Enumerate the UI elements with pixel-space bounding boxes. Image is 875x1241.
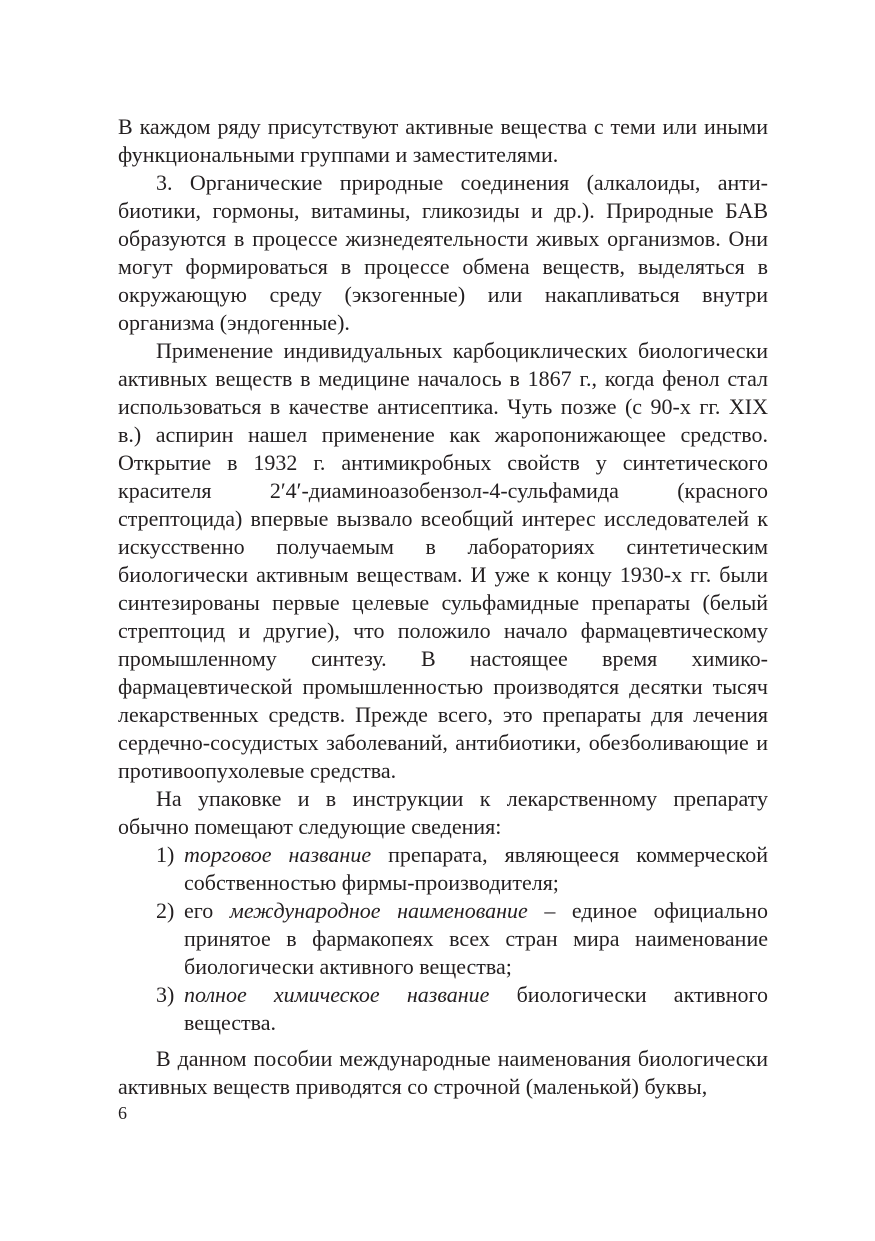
paragraph-2: 3. Органические природные соединения (алкалоиды, анти-биотики, гормоны, витамины, гликозиды и др.). Природные БАВ образуются в процессе жизнедеятельности живых организмов. Они могут формироваться в процессе обмена веществ, выделяться в окружающую среду (экзогенные) или накапливаться внутри организма (эндогенные). <box>118 170 768 335</box>
paragraph-5: В данном пособии международные наименования биологически активных веществ приводятся со строчной (маленькой) буквы, <box>118 1046 768 1099</box>
info-list <box>118 841 768 1037</box>
list-item-number: 2) <box>156 898 175 923</box>
list-item-prefix: его <box>184 898 230 923</box>
list-item-term: полное химическое название <box>184 982 490 1007</box>
list-item-text: биологически активного вещества. <box>184 982 768 1035</box>
list-item-number: 1) <box>156 842 175 867</box>
page-body <box>118 113 768 1101</box>
list-item-text: препарата, являющееся коммерческой собственностью фирмы-производителя; <box>184 842 768 895</box>
list-item <box>118 897 768 981</box>
list-item <box>118 981 768 1037</box>
paragraph-3: Применение индивидуальных карбоциклических биологически активных веществ в медицине началось в 1867 г., когда фенол стал использоваться в качестве антисептика. Чуть позже (с 90-х гг. XIX в.) аспирин нашел применение как жаропонижающее средство. Открытие в 1932 г. антимикробных свойств у синтетического красителя 2′4′-диаминоазобензол-4-сульфамида (красного стрептоцида) впервые вызвало всеобщий интерес исследователей к искусственно получаемым в лабораториях синтетическим биологически активным веществам. И уже к концу 1930-х гг. были синтезированы первые целевые сульфамидные препараты (белый стрептоцид и другие), что положило начало фармацевтическому промышленному синтезу. В настоящее время химико-фармацевтической промышленностью производятся десятки тысяч лекарственных средств. Прежде всего, это препараты для лечения сердечно-сосудистых заболеваний, антибиотики, обезболивающие и противоопухолевые средства. <box>118 338 768 783</box>
list-item <box>118 841 768 897</box>
paragraph-1: В каждом ряду присутствуют активные вещества с теми или иными функциональными группами и заместителями. <box>118 114 768 167</box>
list-item-text: – единое официально принятое в фармакопеях всех стран мира наименование биологически активного вещества; <box>184 898 768 979</box>
list-item-number: 3) <box>156 982 175 1007</box>
list-item-term: международное наименование <box>229 898 528 923</box>
page-number: 6 <box>118 1103 127 1123</box>
paragraph-4: На упаковке и в инструкции к лекарственному препарату обычно помещают следующие сведения: <box>118 786 768 839</box>
list-item-term: торговое название <box>184 842 372 867</box>
